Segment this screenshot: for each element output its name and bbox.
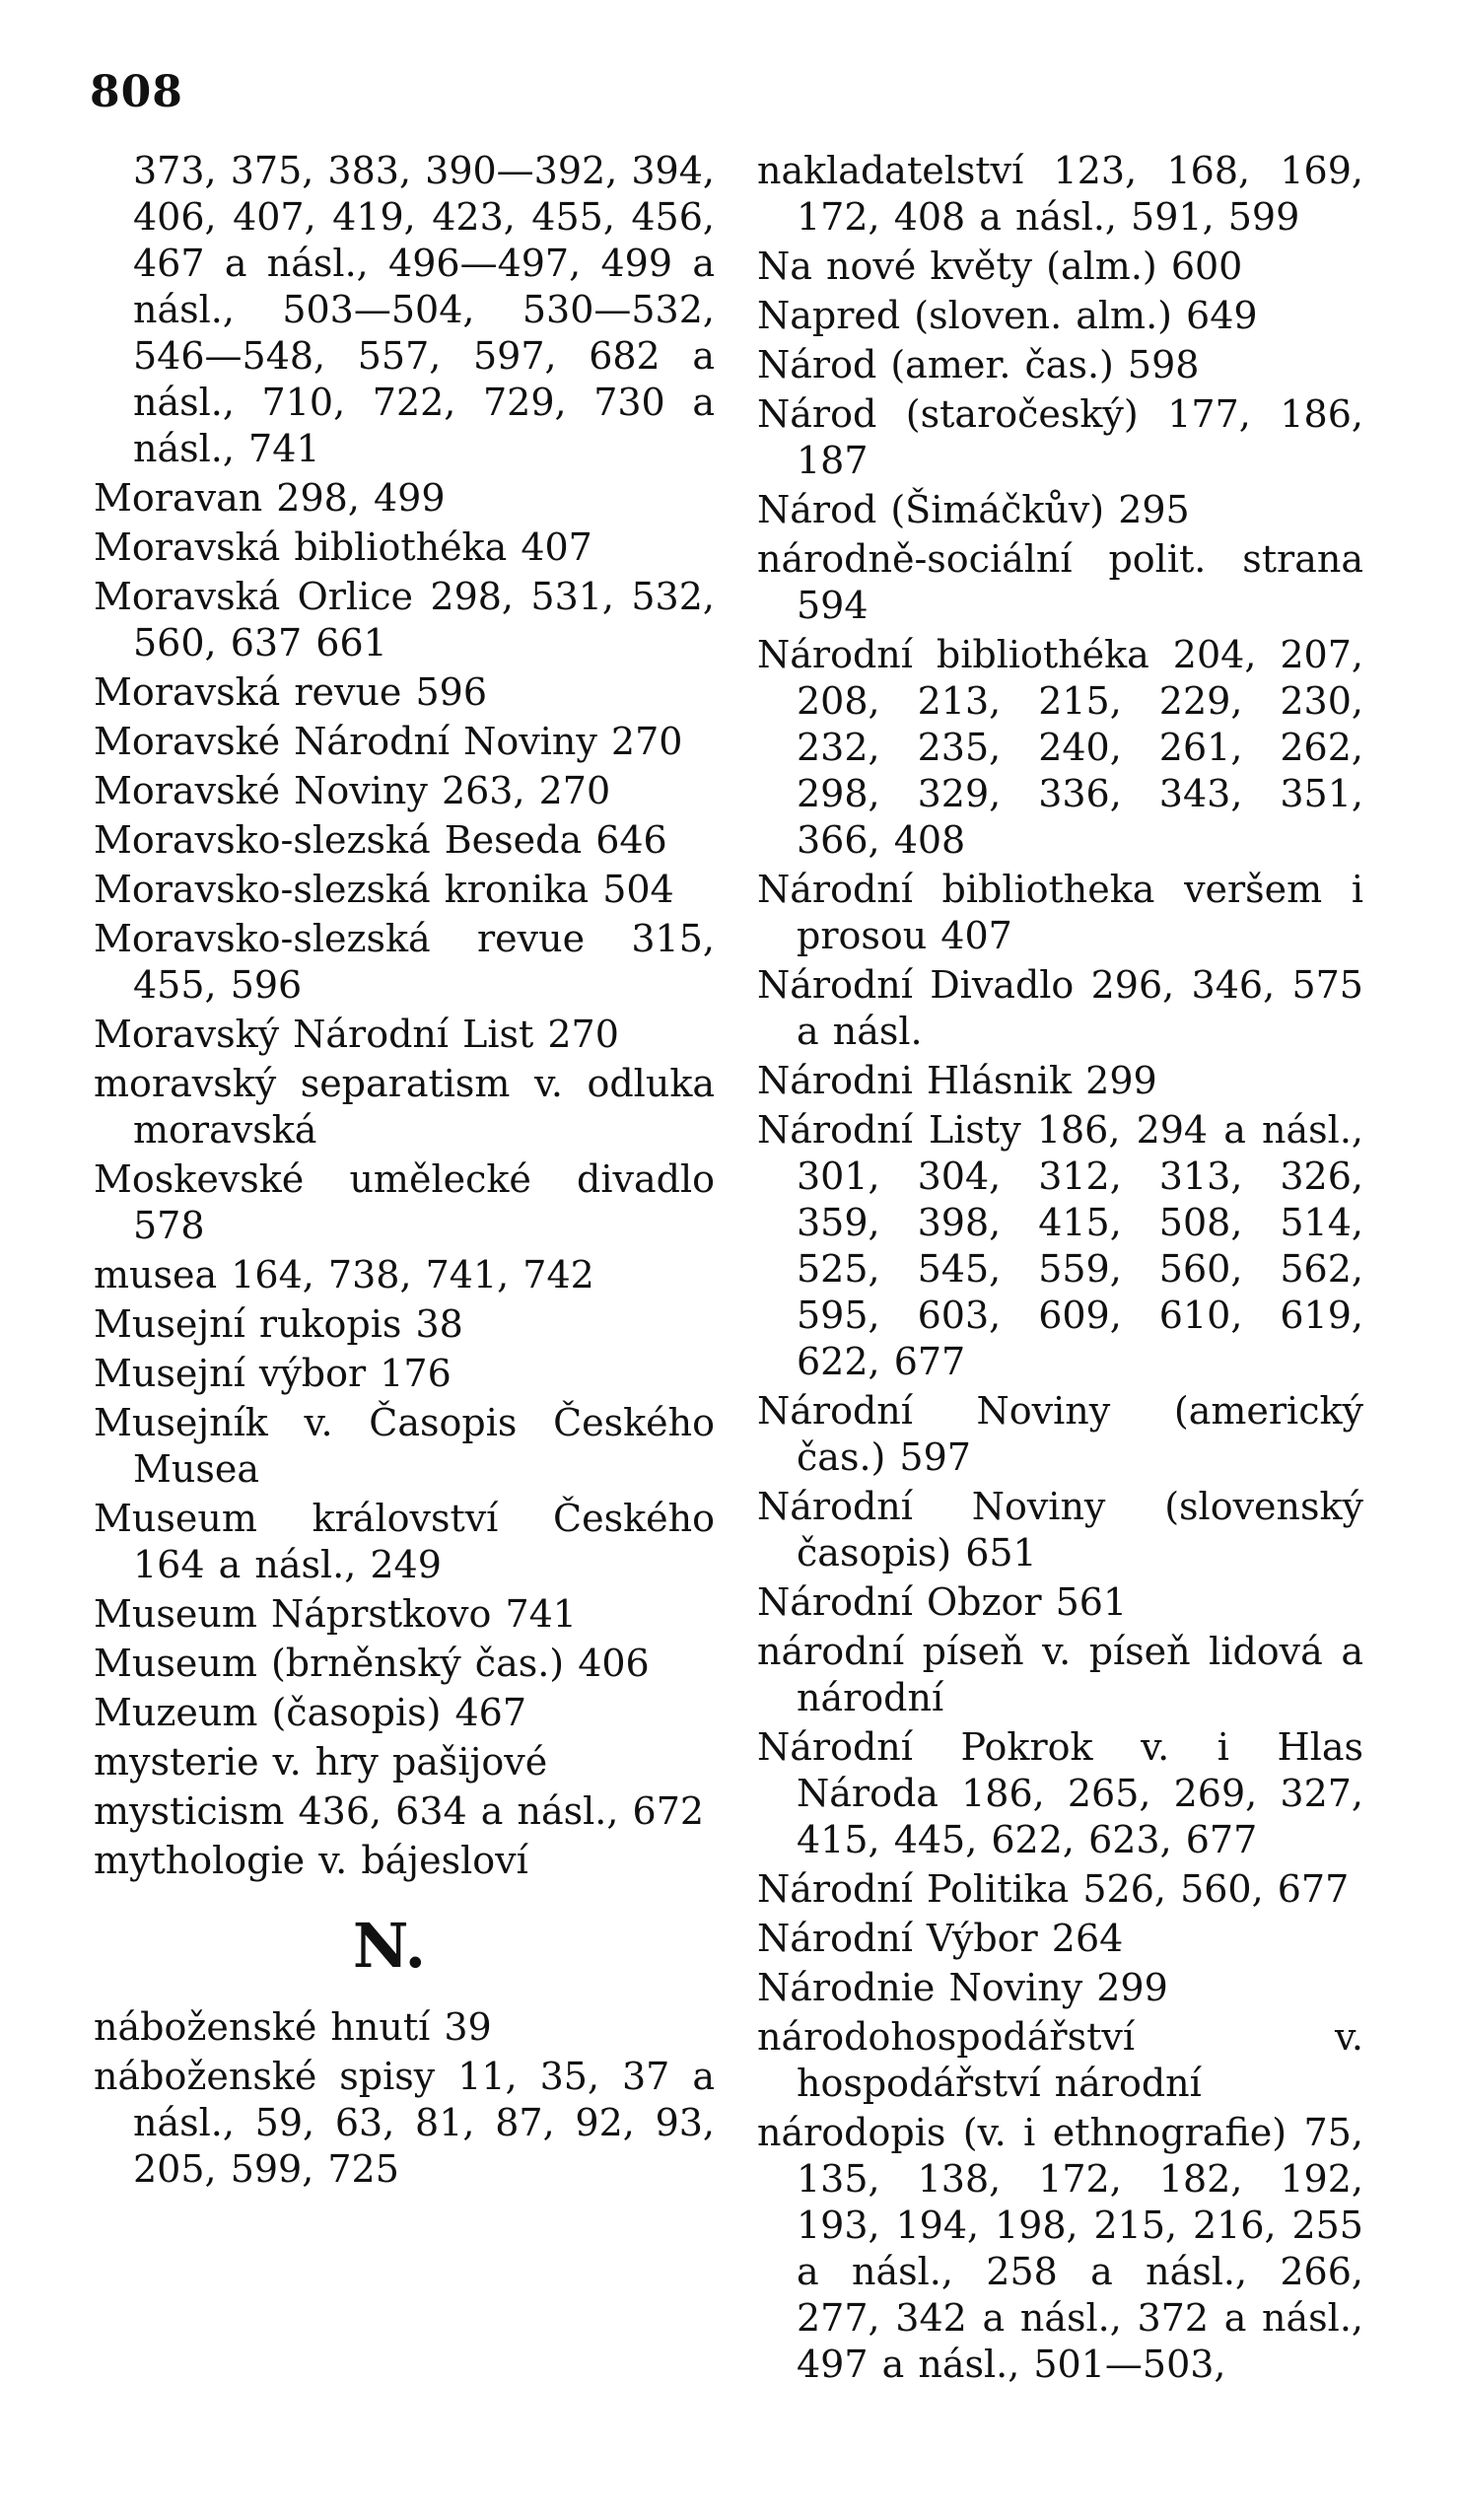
index-entry: Musejník v. Časopis Českého Musea bbox=[94, 1401, 715, 1491]
index-entry: národopis (v. i ethnografie) 75, 135, 138, 172, 182, 192, 193, 194, 198, 215, 216, 255 a násl., 258 a násl., 266, 277, 342 a násl., 372 a násl., 497 a násl., 501—503, bbox=[757, 2111, 1363, 2386]
index-entry: mysterie v. hry pašijové bbox=[94, 1740, 548, 1784]
index-entry: Museum Náprstkovo 741 bbox=[94, 1592, 577, 1636]
index-entry: Národní Divadlo 296, 346, 575 a násl. bbox=[757, 963, 1363, 1053]
index-entry: Národní Pokrok v. i Hlas Národa 186, 265, 269, 327, 415, 445, 622, 623, 677 bbox=[757, 1725, 1363, 1861]
index-entry: Národní Výbor 264 bbox=[757, 1917, 1124, 1960]
index-entry: musea 164, 738, 741, 742 bbox=[94, 1253, 594, 1296]
index-entry: Muzeum (časopis) 467 bbox=[94, 1691, 527, 1734]
page-number: 808 bbox=[90, 67, 183, 117]
index-entry: Moravský Národní List 270 bbox=[94, 1013, 619, 1056]
index-entry: Moravské Noviny 263, 270 bbox=[94, 769, 611, 812]
index-entry: mysticism 436, 634 a násl., 672 bbox=[94, 1789, 705, 1833]
index-entry: Musejní rukopis 38 bbox=[94, 1302, 463, 1346]
index-entry: Národ (Šimáčkův) 295 bbox=[757, 488, 1190, 531]
index-entry: Moravsko-slezská revue 315, 455, 596 bbox=[94, 917, 715, 1007]
index-entry: Národni Hlásnik 299 bbox=[757, 1059, 1157, 1102]
index-entry: národně-sociální polit. strana 594 bbox=[757, 537, 1363, 627]
index-entry: Moskevské umělecké divadlo 578 bbox=[94, 1157, 715, 1247]
index-entry: národohospodářství v. hospodářství národní bbox=[757, 2015, 1363, 2105]
index-entry: Moravská Orlice 298, 531, 532, 560, 637 661 bbox=[94, 575, 715, 665]
index-entry: Národnie Noviny 299 bbox=[757, 1966, 1168, 2009]
index-entry: Moravská bibliothéka 407 bbox=[94, 525, 592, 569]
index-entry: Musejní výbor 176 bbox=[94, 1352, 452, 1395]
index-entry: národní píseň v. píseň lidová a národní bbox=[757, 1630, 1363, 1719]
index-entry: náboženské hnutí 39 bbox=[94, 2005, 492, 2049]
index-entry: Národní Politika 526, 560, 677 bbox=[757, 1867, 1350, 1911]
index-entry: Národní Noviny (slovenský časopis) 651 bbox=[757, 1485, 1363, 1575]
index-entry: Museum království Českého 164 a násl., 249 bbox=[94, 1497, 715, 1586]
index-entry: moravský separatism v. odluka moravská bbox=[94, 1062, 715, 1152]
index-entry: náboženské spisy 11, 35, 37 a násl., 59, 63, 81, 87, 92, 93, 205, 599, 725 bbox=[94, 2055, 715, 2191]
index-entry: Napred (sloven. alm.) 649 bbox=[757, 294, 1258, 337]
index-entry: Národ (staročeský) 177, 186, 187 bbox=[757, 392, 1363, 482]
index-entry: 373, 375, 383, 390—392, 394, 406, 407, 419, 423, 455, 456, 467 a násl., 496—497, 499 a násl., 503—504, 530—532, 546—548, 557, 597, 682 a násl., 710, 722, 729, 730 a násl., 741 bbox=[133, 149, 715, 470]
left-column bbox=[94, 148, 715, 2196]
index-entry: Moravské Národní Noviny 270 bbox=[94, 720, 683, 763]
index-entry: Moravsko-slezská Beseda 646 bbox=[94, 818, 667, 862]
index-entry: mythologie v. bájesloví bbox=[94, 1839, 528, 1882]
right-column bbox=[757, 148, 1363, 2391]
index-entry: Moravsko-slezská kronika 504 bbox=[94, 868, 674, 911]
section-letter-heading: N. bbox=[352, 1910, 427, 1982]
index-entry: Národní bibliothéka 204, 207, 208, 213, 215, 229, 230, 232, 235, 240, 261, 262, 298, 329, 336, 343, 351, 366, 408 bbox=[757, 633, 1363, 862]
index-entry: Národní Obzor 561 bbox=[757, 1580, 1128, 1624]
index-entry: Moravská revue 596 bbox=[94, 670, 488, 714]
index-entry: Museum (brněnský čas.) 406 bbox=[94, 1642, 650, 1685]
index-entry: Národní Noviny (americký čas.) 597 bbox=[757, 1389, 1363, 1479]
index-entry: Národ (amer. čas.) 598 bbox=[757, 343, 1200, 386]
index-entry: nakladatelství 123, 168, 169, 172, 408 a násl., 591, 599 bbox=[757, 149, 1363, 239]
index-entry: Moravan 298, 499 bbox=[94, 476, 446, 520]
index-entry: Národní bibliotheka veršem i prosou 407 bbox=[757, 868, 1363, 957]
index-entry: Národní Listy 186, 294 a násl., 301, 304, 312, 313, 326, 359, 398, 415, 508, 514, 525, 545, 559, 560, 562, 595, 603, 609, 610, 619, 622, 677 bbox=[757, 1108, 1363, 1383]
index-entry: Na nové květy (alm.) 600 bbox=[757, 245, 1243, 288]
